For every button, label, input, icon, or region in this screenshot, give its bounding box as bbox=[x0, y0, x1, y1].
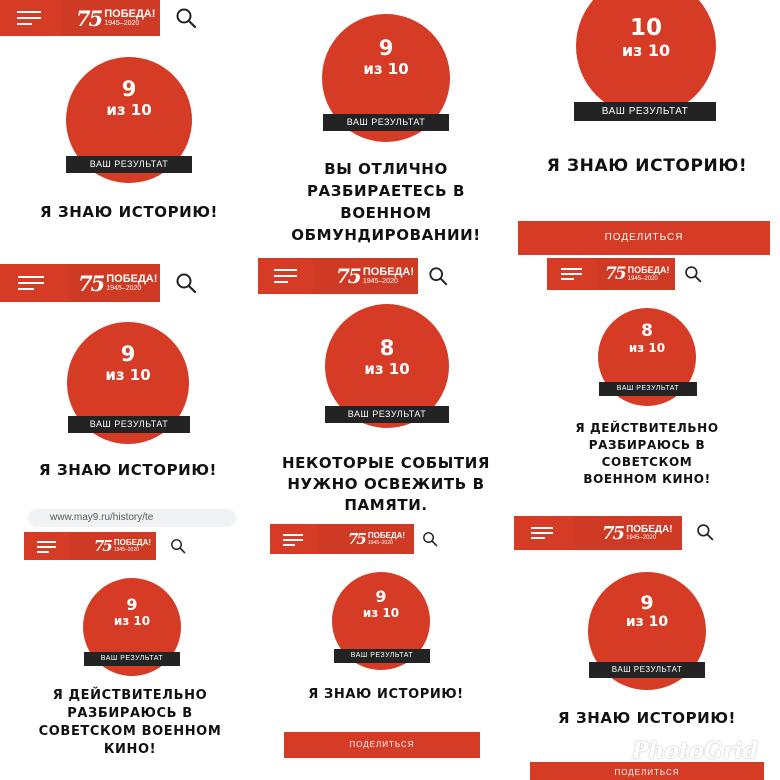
photogrid-watermark: PhotoGrid bbox=[631, 738, 758, 764]
logo-years: 1945–2020 bbox=[367, 539, 393, 546]
result-panel-8 bbox=[258, 516, 514, 780]
result-verdict: Я ЗНАЮ ИСТОРИЮ! bbox=[40, 203, 218, 221]
menu-button[interactable] bbox=[0, 264, 68, 302]
logo-number: 75 bbox=[94, 537, 111, 555]
score-of-total: из 10 bbox=[628, 341, 666, 355]
logo-years: 1945–2020 bbox=[106, 285, 142, 293]
score-number: 8 bbox=[641, 321, 653, 341]
site-logo[interactable] bbox=[574, 516, 682, 550]
score-of-total: из 10 bbox=[113, 614, 151, 628]
score-number: 9 bbox=[375, 587, 387, 606]
result-verdict: Я ЗНАЮ ИСТОРИЮ! bbox=[546, 156, 748, 176]
result-label: ВАШ РЕЗУЛЬТАТ bbox=[323, 114, 449, 131]
result-label: ВАШ РЕЗУЛЬТАТ bbox=[66, 156, 192, 173]
logo-number: 75 bbox=[602, 522, 624, 544]
result-label: ВАШ РЕЗУЛЬТАТ bbox=[84, 652, 180, 666]
site-logo[interactable] bbox=[597, 258, 675, 290]
search-icon[interactable] bbox=[175, 7, 197, 29]
result-label: ВАШ РЕЗУЛЬТАТ bbox=[334, 649, 430, 663]
logo-word: ПОБЕДА! bbox=[627, 265, 670, 276]
url-text: www.may9.ru/history/te bbox=[50, 512, 154, 523]
score-of-total: из 10 bbox=[621, 41, 671, 60]
result-verdict: ВЫ ОТЛИЧНО РАЗБИРАЕТЕСЬ В ВОЕННОМ ОБМУНДИРОВАНИИ! bbox=[291, 160, 481, 244]
score-of-total: из 10 bbox=[362, 606, 400, 620]
logo-years: 1945–2020 bbox=[627, 275, 658, 282]
site-header bbox=[258, 258, 514, 294]
browser-url-bar[interactable] bbox=[28, 509, 236, 527]
score-number: 10 bbox=[629, 15, 662, 41]
search-icon[interactable] bbox=[422, 531, 438, 547]
result-verdict: Я ЗНАЮ ИСТОРИЮ! bbox=[39, 461, 217, 479]
search-icon[interactable] bbox=[428, 266, 448, 286]
result-verdict: Я ЗНАЮ ИСТОРИЮ! bbox=[558, 709, 736, 727]
search-icon[interactable] bbox=[696, 523, 714, 541]
score-number: 9 bbox=[126, 595, 138, 614]
menu-button[interactable] bbox=[258, 258, 314, 294]
result-label: ВАШ РЕЗУЛЬТАТ bbox=[68, 416, 190, 433]
menu-button[interactable] bbox=[24, 532, 70, 560]
score-number: 9 bbox=[640, 592, 654, 614]
result-label: ВАШ РЕЗУЛЬТАТ bbox=[574, 102, 716, 121]
score-of-total: из 10 bbox=[363, 60, 409, 78]
logo-word: ПОБЕДА! bbox=[367, 531, 406, 541]
result-verdict: Я ЗНАЮ ИСТОРИЮ! bbox=[308, 687, 464, 702]
result-verdict: Я ДЕЙСТВИТЕЛЬНО РАЗБИРАЮСЬ В СОВЕТСКОМ ВОЕННОМ КИНО! bbox=[38, 688, 222, 757]
logo-text bbox=[626, 525, 673, 542]
search-icon[interactable] bbox=[170, 538, 186, 554]
result-panel-6 bbox=[514, 258, 780, 516]
site-header bbox=[0, 258, 258, 302]
logo-years: 1945–2020 bbox=[626, 535, 657, 542]
logo-word: ПОБЕДА! bbox=[106, 272, 158, 285]
logo-word: ПОБЕДА! bbox=[113, 538, 152, 548]
logo-word: ПОБЕДА! bbox=[104, 7, 156, 20]
score-number: 9 bbox=[120, 342, 136, 366]
menu-button[interactable] bbox=[514, 516, 574, 550]
score-of-total: из 10 bbox=[105, 366, 151, 384]
site-header bbox=[514, 516, 752, 550]
result-label: ВАШ РЕЗУЛЬТАТ bbox=[599, 382, 697, 396]
site-header bbox=[0, 0, 258, 36]
result-verdict: Я ДЕЙСТВИТЕЛЬНО РАЗБИРАЮСЬ В СОВЕТСКОМ ВОЕННОМ КИНО! bbox=[575, 421, 719, 486]
menu-button[interactable] bbox=[0, 0, 62, 36]
result-label: ВАШ РЕЗУЛЬТАТ bbox=[589, 662, 705, 678]
logo-number: 75 bbox=[336, 264, 360, 288]
site-logo[interactable] bbox=[314, 258, 418, 294]
result-label: ВАШ РЕЗУЛЬТАТ bbox=[325, 406, 449, 423]
logo-text bbox=[106, 274, 157, 293]
site-logo[interactable] bbox=[318, 524, 414, 554]
logo-years: 1945–2020 bbox=[104, 20, 140, 28]
score-number: 8 bbox=[379, 336, 395, 360]
score-of-total: из 10 bbox=[364, 360, 410, 378]
logo-number: 75 bbox=[605, 264, 625, 284]
logo-text bbox=[104, 9, 155, 28]
logo-text bbox=[114, 539, 151, 553]
logo-word: ПОБЕДА! bbox=[626, 523, 673, 535]
logo-text bbox=[368, 532, 405, 546]
result-panel-4 bbox=[0, 258, 258, 516]
share-button[interactable]: ПОДЕЛИТЬСЯ bbox=[518, 221, 770, 255]
logo-years: 1945–2020 bbox=[362, 278, 398, 286]
logo-text bbox=[628, 266, 670, 282]
logo-word: ПОБЕДА! bbox=[362, 265, 414, 278]
score-of-total: из 10 bbox=[106, 101, 152, 119]
logo-number: 75 bbox=[78, 270, 104, 296]
search-icon[interactable] bbox=[175, 272, 197, 294]
site-logo[interactable] bbox=[68, 264, 160, 302]
site-header bbox=[270, 524, 502, 554]
menu-button[interactable] bbox=[547, 258, 597, 290]
logo-text bbox=[363, 267, 414, 286]
score-circle bbox=[576, 0, 716, 116]
logo-years: 1945–2020 bbox=[113, 546, 139, 553]
result-verdict: НЕКОТОРЫЕ СОБЫТИЯ НУЖНО ОСВЕЖИТЬ В ПАМЯТИ. bbox=[281, 454, 491, 514]
site-header bbox=[547, 258, 747, 290]
result-panel-2 bbox=[258, 0, 514, 258]
site-logo[interactable] bbox=[70, 532, 156, 560]
score-number: 9 bbox=[378, 36, 394, 60]
result-panel-1 bbox=[0, 0, 258, 258]
logo-number: 75 bbox=[348, 530, 365, 548]
score-of-total: из 10 bbox=[625, 614, 669, 630]
share-button[interactable]: ПОДЕЛИТЬСЯ bbox=[530, 762, 764, 780]
site-header bbox=[24, 532, 240, 560]
menu-button[interactable] bbox=[270, 524, 318, 554]
site-logo[interactable] bbox=[62, 0, 160, 36]
result-panel-7 bbox=[0, 516, 258, 780]
result-panel-5 bbox=[258, 258, 514, 516]
share-button[interactable]: ПОДЕЛИТЬСЯ bbox=[284, 732, 480, 758]
result-panel-3 bbox=[514, 0, 780, 258]
logo-number: 75 bbox=[76, 5, 102, 31]
search-icon[interactable] bbox=[684, 265, 702, 283]
score-number: 9 bbox=[121, 77, 137, 101]
